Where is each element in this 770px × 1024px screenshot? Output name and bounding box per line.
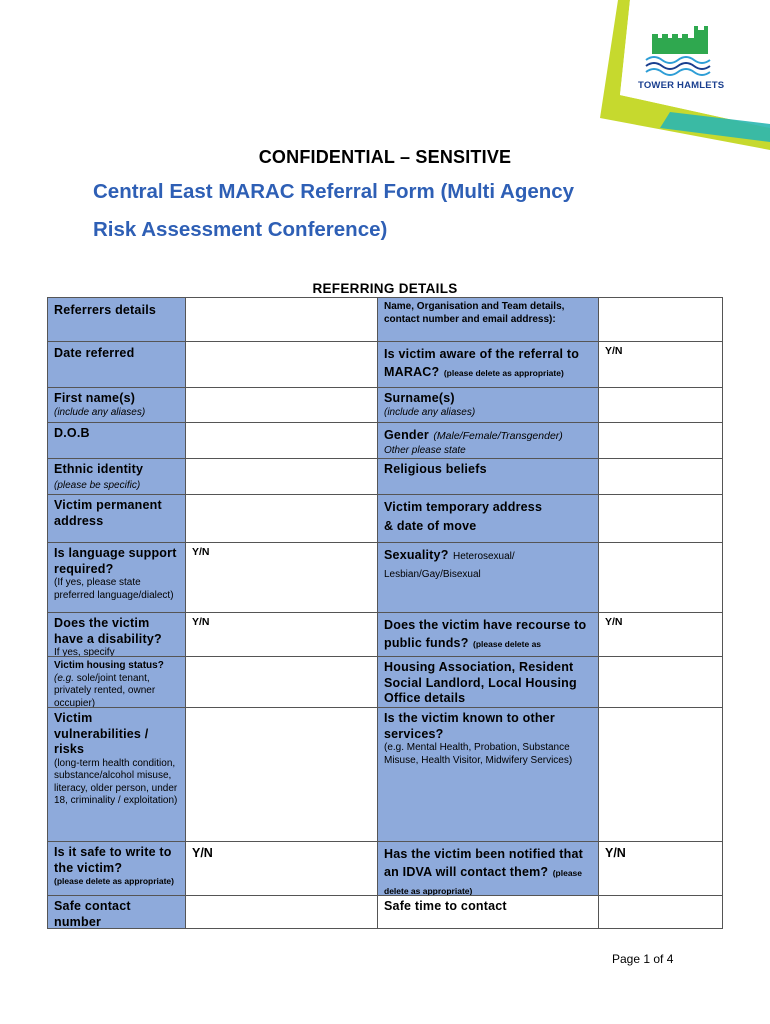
ethnic-identity-label: Ethnic identity (please be specific) xyxy=(47,458,186,495)
safe-time-field[interactable] xyxy=(598,895,723,929)
safe-time-label: Safe time to contact xyxy=(377,895,599,929)
gender-label: Gender (Male/Female/Transgender) Other please state xyxy=(377,422,599,459)
religious-beliefs-label: Religious beliefs xyxy=(377,458,599,495)
religious-beliefs-field[interactable] xyxy=(598,458,723,495)
safe-contact-number-label: Safe contact number xyxy=(47,895,186,929)
name-org-field[interactable] xyxy=(598,297,723,342)
first-names-label: First name(s) (include any aliases) xyxy=(47,387,186,423)
housing-association-field[interactable] xyxy=(598,656,723,708)
page-number: Page 1 of 4 xyxy=(612,952,674,966)
form-title-line1: Central East MARAC Referral Form (Multi Agency xyxy=(93,180,575,203)
language-support-yn-field[interactable]: Y/N xyxy=(185,542,378,613)
safe-to-write-yn-field[interactable]: Y/N xyxy=(185,841,378,896)
victim-permanent-address-field[interactable] xyxy=(185,494,378,543)
victim-aware-yn-field[interactable]: Y/N xyxy=(598,341,723,388)
gender-field[interactable] xyxy=(598,422,723,459)
language-support-label: Is language support required? (If yes, please state preferred language/dialect) xyxy=(47,542,186,613)
known-services-field[interactable] xyxy=(598,707,723,842)
ethnic-identity-field[interactable] xyxy=(185,458,378,495)
first-names-field[interactable] xyxy=(185,387,378,423)
tower-hamlets-logo xyxy=(560,0,770,150)
date-referred-label: Date referred xyxy=(47,341,186,388)
referrers-details-field[interactable] xyxy=(185,297,378,342)
housing-status-label: Victim housing status? (e.g. sole/joint tenant, privately rented, owner occupier) xyxy=(47,656,186,708)
section-heading: REFERRING DETAILS xyxy=(312,281,458,296)
idva-notified-yn-field[interactable]: Y/N xyxy=(598,841,723,896)
confidential-heading: CONFIDENTIAL – SENSITIVE xyxy=(258,147,512,167)
victim-temp-address-label: Victim temporary address & date of move xyxy=(377,494,599,543)
sexuality-field[interactable] xyxy=(598,542,723,613)
name-org-label: Name, Organisation and Team details, contact number and email address): xyxy=(377,297,599,342)
housing-status-field[interactable] xyxy=(185,656,378,708)
disability-yn-field[interactable]: Y/N xyxy=(185,612,378,657)
victim-temp-address-field[interactable] xyxy=(598,494,723,543)
sexuality-label: Sexuality? Heterosexual/ Lesbian/Gay/Bisexual xyxy=(377,542,599,613)
logo-graphic xyxy=(560,0,770,150)
safe-to-write-label: Is it safe to write to the victim? (please delete as appropriate) xyxy=(47,841,186,896)
logo-text: TOWER HAMLETS xyxy=(638,80,725,91)
vulnerabilities-field[interactable] xyxy=(185,707,378,842)
idva-notified-label: Has the victim been notified that an IDVA will contact them? (please delete as appropriate) xyxy=(377,841,599,896)
recourse-yn-field[interactable]: Y/N xyxy=(598,612,723,657)
recourse-label: Does the victim have recourse to public funds? (please delete as xyxy=(377,612,599,657)
dob-label: D.O.B xyxy=(47,422,186,459)
safe-contact-number-field[interactable] xyxy=(185,895,378,929)
housing-association-label: Housing Association, Resident Social Landlord, Local Housing Office details xyxy=(377,656,599,708)
surname-label: Surname(s) (include any aliases) xyxy=(377,387,599,423)
disability-label: Does the victim have a disability? If yes, specify xyxy=(47,612,186,657)
victim-permanent-address-label: Victim permanent address xyxy=(47,494,186,543)
surname-field[interactable] xyxy=(598,387,723,423)
known-services-label: Is the victim known to other services? (e.g. Mental Health, Probation, Substance Misuse, Health Visitor, Midwifery Services) xyxy=(377,707,599,842)
date-referred-field[interactable] xyxy=(185,341,378,388)
form-title-line2: Risk Assessment Conference) xyxy=(93,218,388,241)
referrers-details-label: Referrers details xyxy=(47,297,186,342)
dob-field[interactable] xyxy=(185,422,378,459)
victim-aware-label: Is victim aware of the referral to MARAC? (please delete as appropriate) xyxy=(377,341,599,388)
vulnerabilities-label: Victim vulnerabilities / risks (long-term health condition, substance/alcohol misuse, literacy, older person, under 18, criminality / exploitation) xyxy=(47,707,186,842)
